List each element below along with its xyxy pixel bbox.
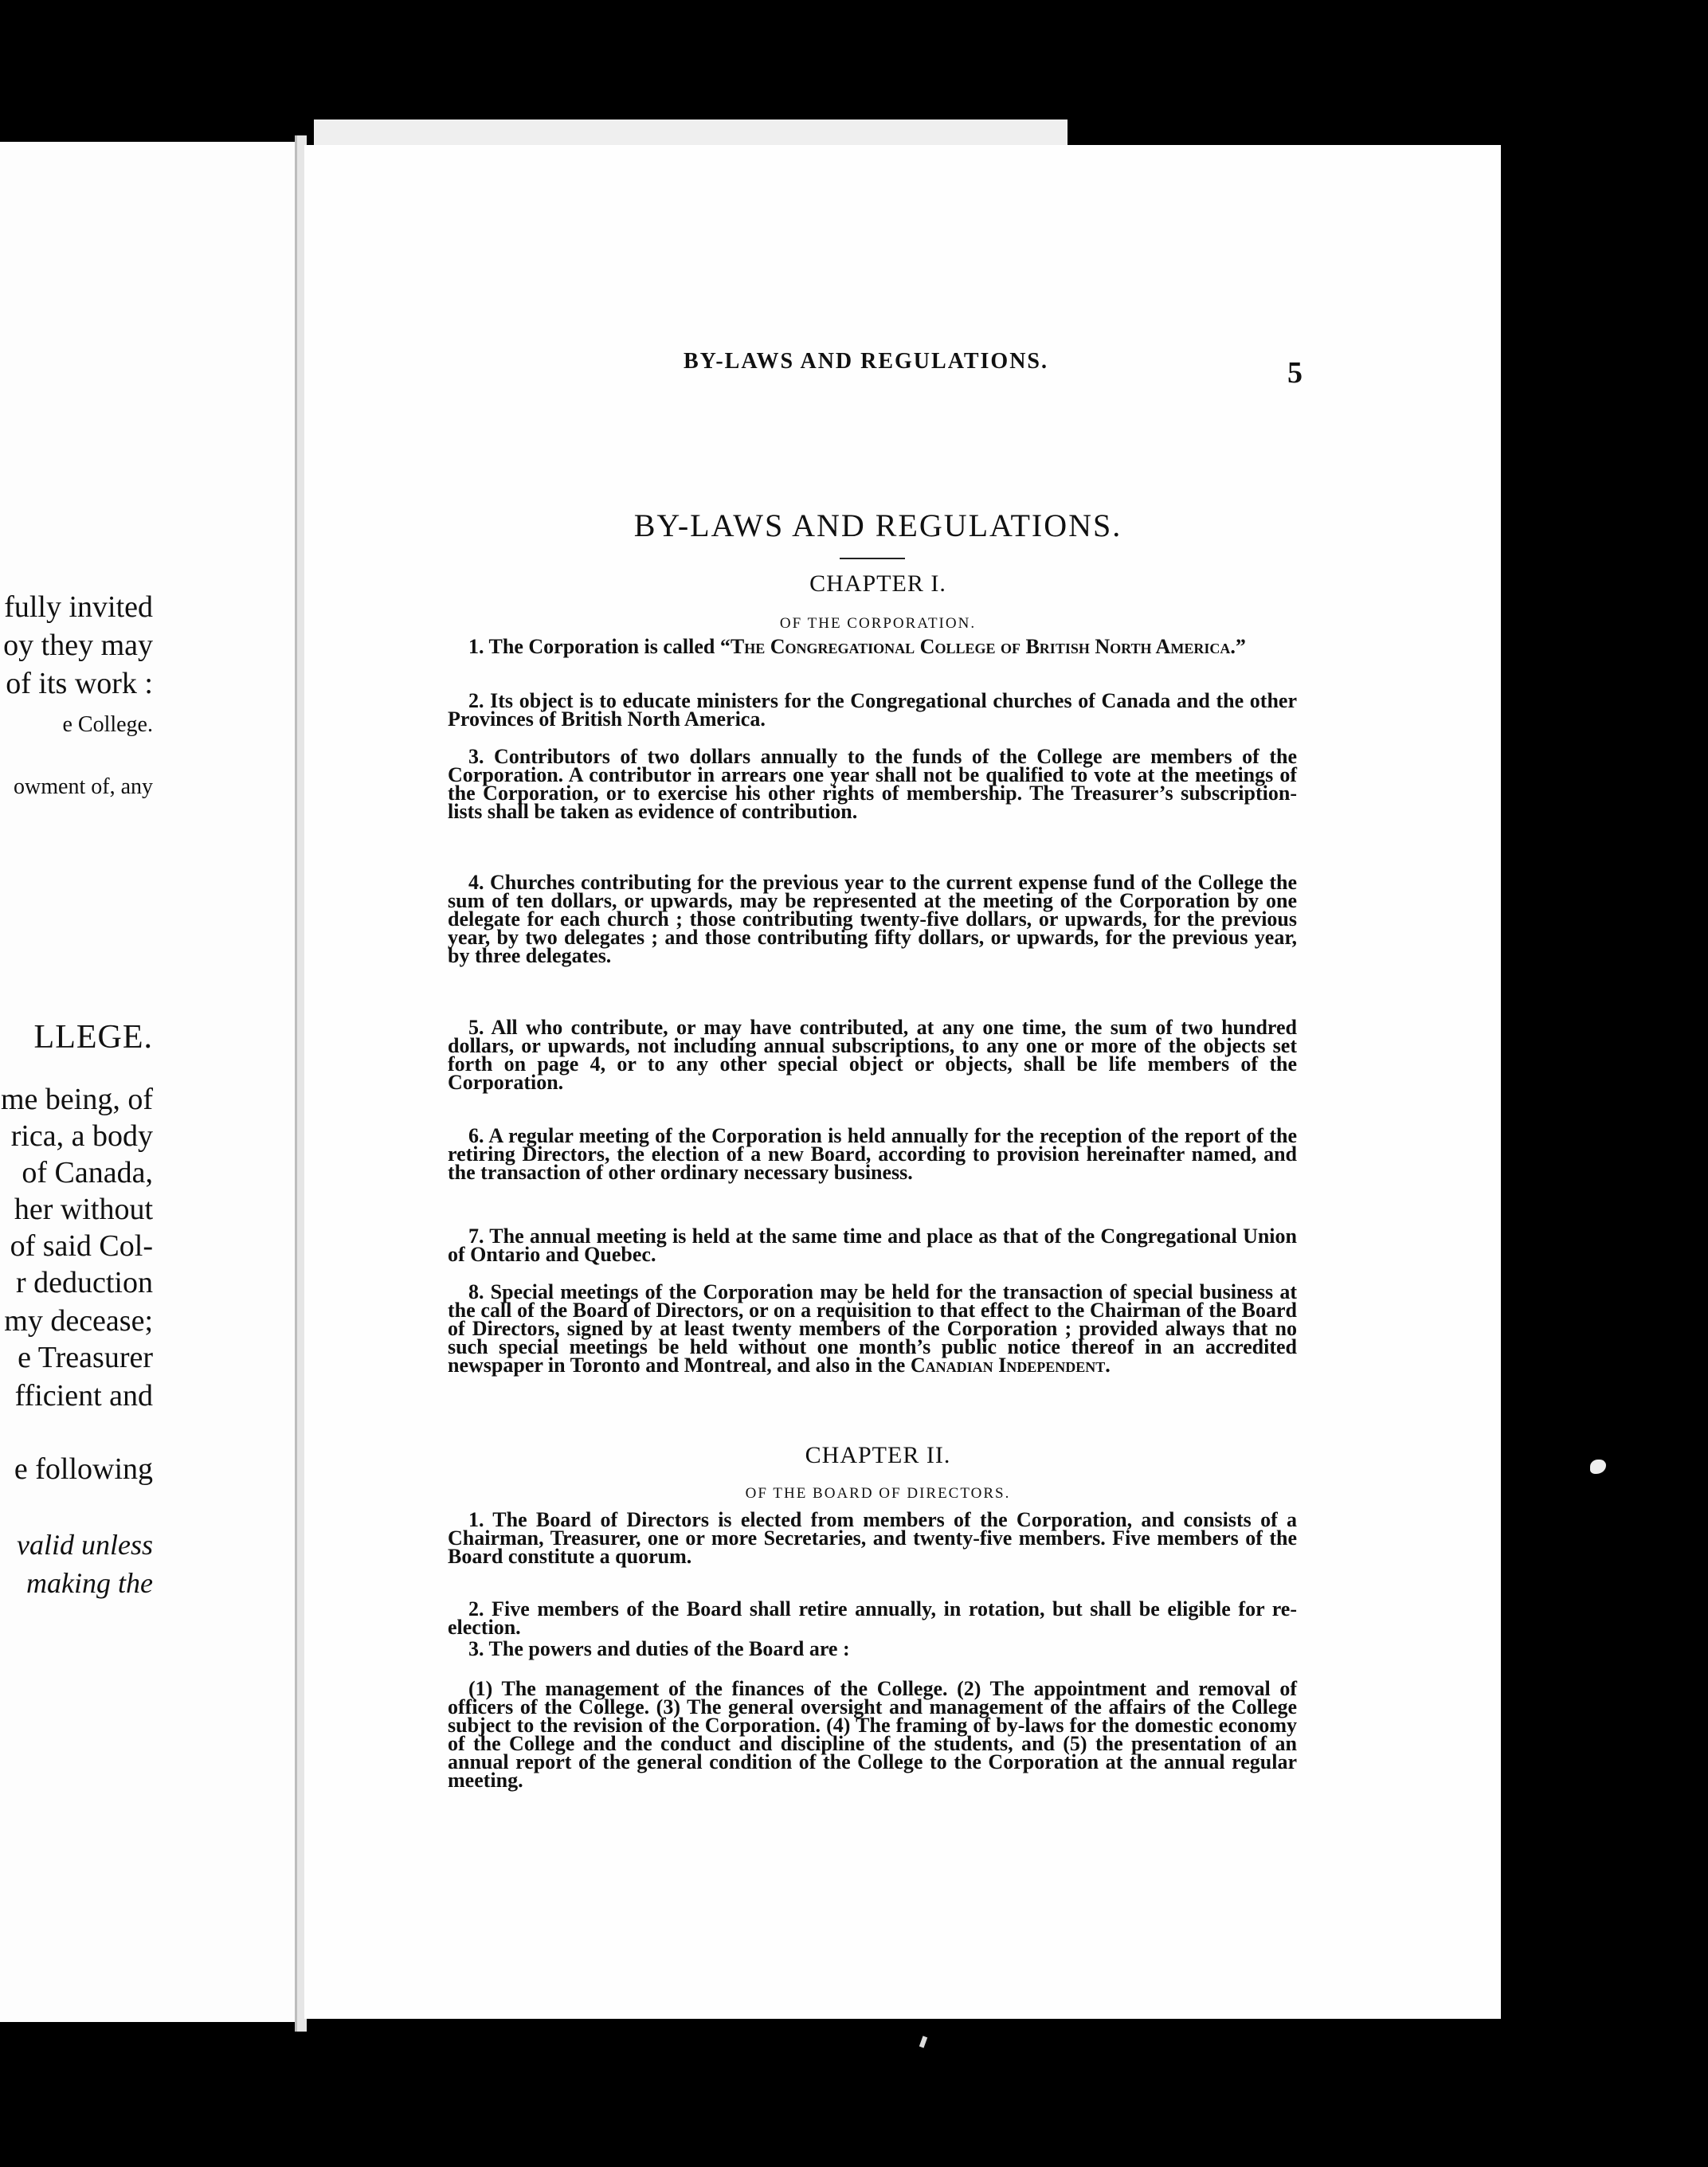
left-page-line: rica, a body [10, 1119, 153, 1153]
chapter-1-article-3: 3. Contributors of two dollars annually to the funds of the College are members of the Corporation. A contributor in arrears one year shall not be qualified to vote at the meetings of the Corporation, or to exercise his other rights of membership. The Treasurer’s subscription-lists shall be taken as evidence of contribution. [448, 745, 1297, 823]
left-page-line: r deduction [15, 1266, 153, 1299]
chapter-2-title: CHAPTER II. [805, 1442, 951, 1468]
running-head: BY-LAWS AND REGULATIONS. [684, 349, 1048, 374]
chapter-1-article-1: 1. The Corporation is called “The Congregational College of British North America.” [468, 635, 1246, 658]
chapter-1-article-6: 6. A regular meeting of the Corporation is held annually for the reception of the report of the retiring Directors, the election of a new Board, according to provision hereinafter named, and the transaction of other ordinary necessary business. [448, 1124, 1297, 1184]
left-page-line: her without [14, 1193, 153, 1226]
scan-smudge [1590, 1460, 1606, 1474]
chapter-1-article-7: 7. The annual meeting is held at the same time and place as that of the Congregational Union of Ontario and Quebec. [448, 1225, 1297, 1266]
left-page-line: of said Col- [10, 1229, 153, 1263]
left-page-line: valid unless [17, 1529, 153, 1561]
chapter-1-title: CHAPTER I. [809, 570, 946, 597]
left-page-line: making the [26, 1567, 153, 1599]
left-page-line: e following [14, 1452, 153, 1486]
left-page-line: e Treasurer [18, 1341, 153, 1374]
chapter-2-article-3: 3. The powers and duties of the Board are : [468, 1637, 850, 1660]
left-page-line: of Canada, [22, 1156, 153, 1189]
chapter-1-article-2: 2. Its object is to educate ministers for the Congregational churches of Canada and the other Provinces of British North America. [448, 689, 1297, 731]
title-rule [840, 558, 905, 559]
chapter-2-article-2: 2. Five members of the Board shall retire annually, in rotation, but shall be eligible for re-election. [448, 1597, 1297, 1639]
left-page-line: owment of, any [14, 774, 153, 799]
chapter-2-subtitle: OF THE BOARD OF DIRECTORS. [745, 1485, 1011, 1502]
chapter-2-article-1: 1. The Board of Directors is elected from members of the Corporation, and consists of a Chairman, Treasurer, one or more Secretaries, and twenty-five members. Five members of the Board constitute a quorum. [448, 1508, 1297, 1568]
page-title: BY-LAWS AND REGULATIONS. [633, 507, 1122, 543]
chapter-2-article-3-duties: (1) The management of the finances of the College. (2) The appointment and removal of officers of the College. (3) The general oversight and management of the affairs of the College subject to the revision of the Corporation. (4) The framing of by-laws for the domestic economy of the College and the conduct and discipline of the students, and (5) the presentation of an annual report of the general condition of the College to the Corporation at the annual regular meeting. [448, 1677, 1297, 1792]
left-page-line: fficient and [14, 1379, 153, 1413]
page-number: 5 [1287, 356, 1303, 390]
left-page-line: e College. [62, 712, 153, 737]
left-page-line: of its work : [6, 667, 153, 700]
chapter-1-subtitle: OF THE CORPORATION. [779, 615, 977, 632]
left-page-line: oy they may [3, 629, 153, 662]
left-page-line: my decease; [4, 1304, 153, 1338]
chapter-1-article-4: 4. Churches contributing for the previous year to the current expense fund of the College the sum of ten dollars, or upwards, may be represented at the meeting of the Corporation by one delegate for each church ; those contributing twenty-five dollars, or upwards, for the previous year, by two delegates ; and those contributing fifty dollars, or upwards, for the previous year, by three delegates. [448, 871, 1297, 967]
left-page-line: me being, of [0, 1083, 153, 1116]
left-page-heading: LLEGE. [33, 1019, 153, 1056]
left-facing-page [0, 142, 300, 2022]
scan-speck [919, 2036, 927, 2047]
left-page-line: fully invited [4, 590, 153, 624]
chapter-1-article-8: 8. Special meetings of the Corporation may be held for the transaction of special business at the call of the Board of Directors, or on a requisition to that effect to the Chairman of the Board of Directors, signed by at least twenty members of the Corporation ; provided always that no such special meetings be held without one month’s public notice thereof in an accredited newspaper in Toronto and Montreal, and also in the Canadian Independent. [448, 1280, 1297, 1377]
chapter-1-article-5: 5. All who contribute, or may have contributed, at any one time, the sum of two hundred dollars, or upwards, not including annual subscriptions, to any one or more of the objects set forth on page 4, or to any other special object or objects, shall be life members of the Corporation. [448, 1016, 1297, 1094]
